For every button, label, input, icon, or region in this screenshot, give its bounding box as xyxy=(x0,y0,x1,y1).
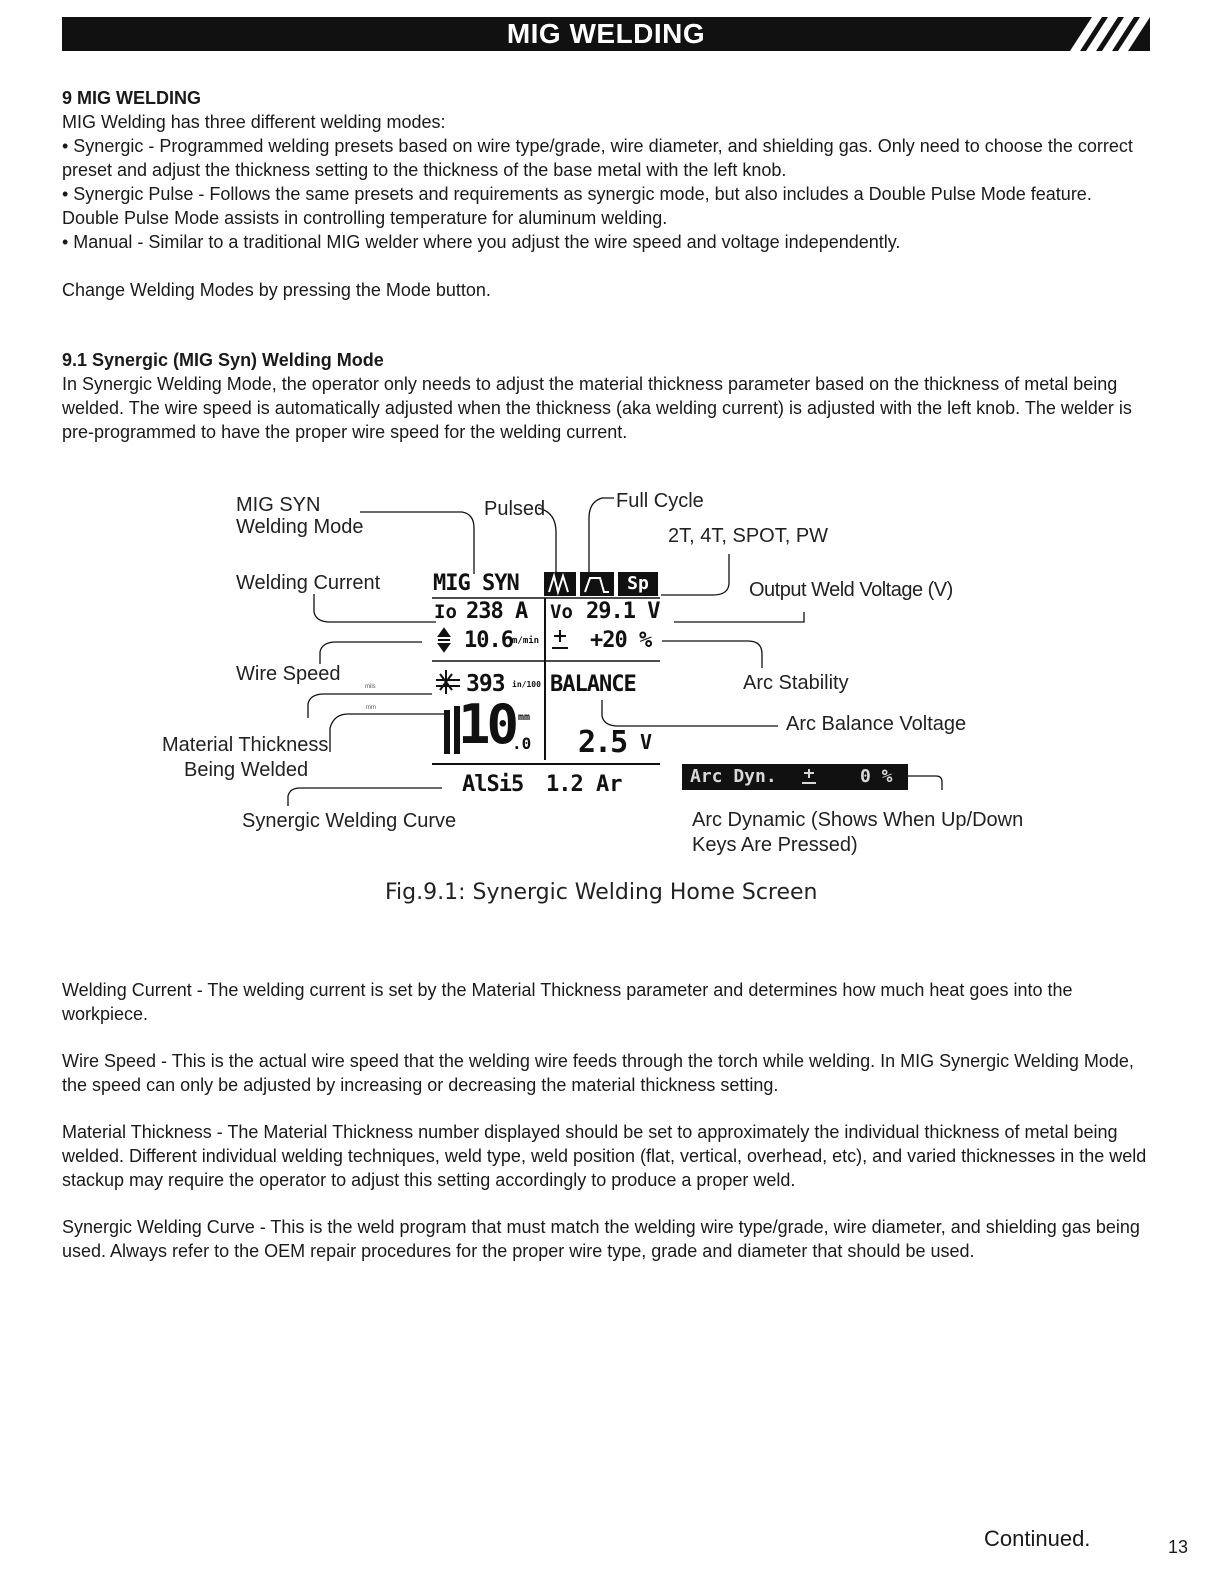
wire-speed-icon xyxy=(438,629,450,651)
mode-item-synergic-pulse: • Synergic Pulse - Follows the same presets and requirements as synergic mode, but also includes a Double Pulse Mode feature. Double Pulse Mode assists in controlling temperature for aluminum welding. xyxy=(62,184,1092,228)
trigger-mode-leader xyxy=(661,554,729,595)
page-number: 13 xyxy=(1168,1537,1189,1557)
lcd-wire-speed-unit: m/min xyxy=(512,636,540,646)
material-thickness-leader xyxy=(330,714,444,752)
mode-item-synergic: • Synergic - Programmed welding presets based on wire type/grade, wire diameter, and shielding gas. Only need to choose the correct preset and adjust the thickness setting to the thickness of the base metal with the left knob. xyxy=(62,136,1133,180)
lcd-thickness-decimal: .0 xyxy=(512,734,532,753)
continued-label: Continued. xyxy=(984,1526,1091,1551)
label-being-welded: Being Welded xyxy=(184,759,309,781)
lcd-thickness-imperial: 393 xyxy=(466,671,505,697)
label-arc-balance-voltage: Arc Balance Voltage xyxy=(786,713,967,735)
label-full-cycle: Full Cycle xyxy=(616,490,704,512)
lcd-voltage-prefix: Vo xyxy=(550,601,573,623)
section-heading: 9 MIG WELDING xyxy=(62,88,201,108)
label-wire-speed: Wire Speed xyxy=(236,663,341,685)
thickness-icon xyxy=(436,670,460,694)
definition-material-thickness: Material Thickness - The Material Thickness number displayed should be set to approximately the individual thickness of metal being welded. Different individual welding techniques, weld type, weld position (flat, vertical, overhead, etc), and varied thicknesses in the weld stackup may require the operator to adjust this setting accordingly to produce a proper weld. xyxy=(62,1122,1147,1190)
label-welding-mode: Welding Mode xyxy=(236,516,364,538)
lcd-balance-voltage-unit: V xyxy=(640,730,653,754)
mode-item-manual: • Manual - Similar to a traditional MIG welder where you adjust the wire speed and voltage independently. xyxy=(62,232,901,252)
lcd-balance: BALANCE xyxy=(550,672,636,697)
label-trigger-modes: 2T, 4T, SPOT, PW xyxy=(668,525,829,547)
definitions xyxy=(62,978,1152,1263)
label-pulsed: Pulsed xyxy=(484,498,546,520)
lcd-spot-icon: Sp xyxy=(618,572,658,596)
lcd-arc-stability: +20 % xyxy=(590,628,652,653)
lcd-voltage-value: 29.1 V xyxy=(586,599,660,624)
arc-dyn-icon xyxy=(800,768,818,786)
lcd-thickness-big: 10 xyxy=(458,693,516,756)
lcd-balance-voltage: 2.5 xyxy=(578,725,627,760)
arc-stability-icon xyxy=(552,630,568,648)
synergic-curve-leader xyxy=(288,788,442,806)
lcd-wire-speed: 10.6 xyxy=(464,628,513,653)
label-material-thickness: Material Thickness xyxy=(162,734,329,756)
arc-dyn-leader xyxy=(908,776,942,790)
change-mode-text: Change Welding Modes by pressing the Mode button. xyxy=(62,280,491,300)
label-synergic-curve: Synergic Welding Curve xyxy=(242,810,457,832)
lcd-current-value: 238 A xyxy=(466,599,528,624)
output-voltage-leader xyxy=(674,612,804,622)
arc-dyn-value: 0 % xyxy=(860,766,893,787)
definition-wire-speed: Wire Speed - This is the actual wire speed that the welding wire feeds through the torch while welding. In MIG Synergic Welding Mode, the speed can only be adjusted by increasing or decreasing the material thickness setting. xyxy=(62,1051,1134,1095)
wire-speed-leader xyxy=(320,642,422,664)
lcd-thickness-unit: mm xyxy=(518,712,531,723)
lcd-thickness-imperial-unit: in/100 xyxy=(512,680,541,689)
label-arc-dynamic: Arc Dynamic (Shows When Up/Down xyxy=(692,809,1024,831)
definition-synergic-curve: Synergic Welding Curve - This is the weld program that must match the welding wire type/grade, wire diameter, and shielding gas being used. Always refer to the OEM repair procedures for the proper wire type, grade and diameter that should be used. xyxy=(62,1217,1140,1261)
subsection-heading: 9.1 Synergic (MIG Syn) Welding Mode xyxy=(62,350,384,370)
lcd-mode-icons xyxy=(544,572,614,596)
lcd-mode: MIG SYN xyxy=(433,571,519,596)
subsection-body: In Synergic Welding Mode, the operator only needs to adjust the material thickness parameter based on the thickness of metal being welded. The wire speed is automatically adjusted when the thickness (aka welding current) is adjusted with the left knob. The welder is pre-programmed to have the proper wire speed for the welding current. xyxy=(62,374,1132,442)
banner-title: MIG WELDING xyxy=(506,18,706,49)
label-mm: mm xyxy=(366,705,376,711)
arc-dyn-label: Arc Dyn. xyxy=(690,766,777,787)
label-arc-dynamic-note: Keys Are Pressed) xyxy=(692,834,858,856)
lcd-curve-gas: Ar xyxy=(596,772,623,797)
arc-dyn-bar xyxy=(682,764,908,790)
mig-syn-leader xyxy=(360,512,474,574)
label-arc-stability: Arc Stability xyxy=(743,672,849,694)
arc-stability-leader xyxy=(662,641,762,668)
label-mig-syn: MIG SYN xyxy=(236,494,321,516)
lcd-current-prefix: Io xyxy=(434,601,457,623)
full-cycle-leader xyxy=(589,498,614,574)
figure-caption: Fig.9.1: Synergic Welding Home Screen xyxy=(385,880,818,905)
label-mils: mils xyxy=(365,684,376,690)
lcd-curve-wire: 1.2 xyxy=(546,772,583,797)
definition-welding-current: Welding Current - The welding current is set by the Material Thickness parameter and determines how much heat goes into the workpiece. xyxy=(62,980,1073,1024)
welding-current-leader xyxy=(314,594,436,622)
section-intro: MIG Welding has three different welding modes: xyxy=(62,112,446,132)
label-welding-current: Welding Current xyxy=(236,572,381,594)
label-output-voltage: Output Weld Voltage (V) xyxy=(749,579,953,601)
lcd-curve-material: AlSi5 xyxy=(462,772,524,797)
arc-balance-leader xyxy=(602,700,778,726)
